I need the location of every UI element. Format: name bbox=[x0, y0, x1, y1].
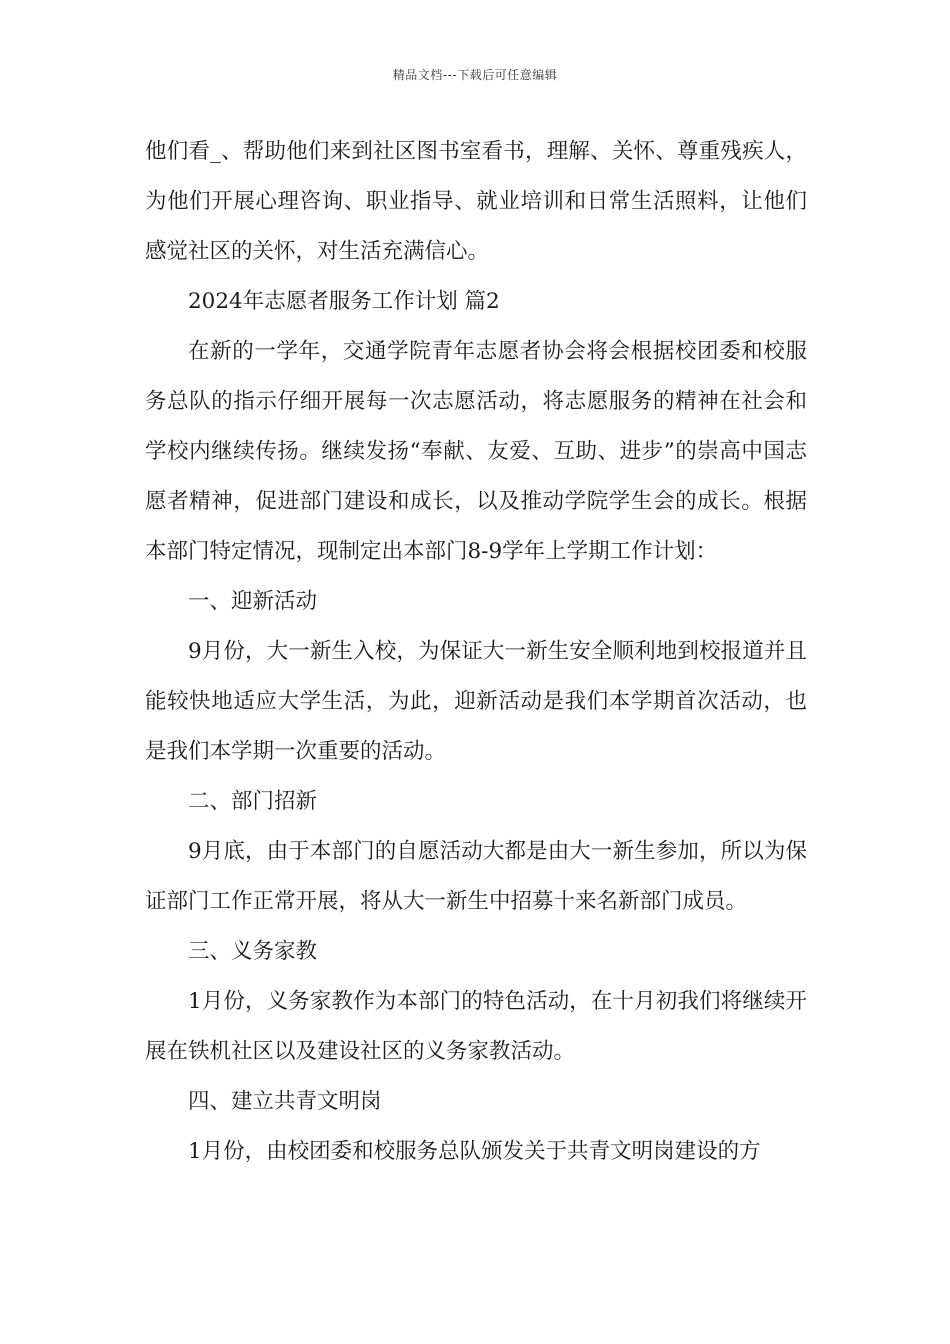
document-body bbox=[145, 127, 807, 1177]
page-header: 精品文档---下载后可任意编辑 bbox=[392, 68, 558, 82]
heading-recruitment: 二、部门招新 bbox=[188, 789, 318, 814]
paragraph-welcome-activity: 9月份，大一新生入校，为保证大一新生安全顺利地到校报道并且能较快地适应大学生活，为此，迎新活动是我们本学期首次活动，也是我们本学期一次重要的活动。 bbox=[145, 639, 807, 764]
heading-civility-post: 四、建立共青文明岗 bbox=[188, 1089, 382, 1114]
heading-welcome-activity: 一、迎新活动 bbox=[188, 589, 318, 614]
paragraph-recruitment: 9月底，由于本部门的自愿活动大都是由大一新生参加，所以为保证部门工作正常开展，将从大一新生中招募十来名新部门成员。 bbox=[145, 839, 807, 914]
heading-tutoring: 三、义务家教 bbox=[188, 939, 318, 964]
section-title: 2024年志愿者服务工作计划 篇2 bbox=[188, 289, 500, 314]
paragraph-tutoring: 1月份，义务家教作为本部门的特色活动，在十月初我们将继续开展在铁机社区以及建设社区的义务家教活动。 bbox=[145, 989, 807, 1064]
paragraph-civility-post: 1月份，由校团委和校服务总队颁发关于共青文明岗建设的方 bbox=[188, 1139, 761, 1164]
paragraph-continued: 他们看_、帮助他们来到社区图书室看书，理解、关怀、尊重残疾人，为他们开展心理咨询、职业指导、就业培训和日常生活照料，让他们感觉社区的关怀，对生活充满信心。 bbox=[145, 139, 807, 264]
paragraph-intro: 在新的一学年，交通学院青年志愿者协会将会根据校团委和校服务总队的指示仔细开展每一次志愿活动，将志愿服务的精神在社会和学校内继续传扬。继续发扬“奉献、友爱、互助、进步”的崇高中国志愿者精神，促进部门建设和成长，以及推动学院学生会的成长。根据本部门特定情况，现制定出本部门8-9学年上学期工作计划： bbox=[145, 339, 807, 564]
